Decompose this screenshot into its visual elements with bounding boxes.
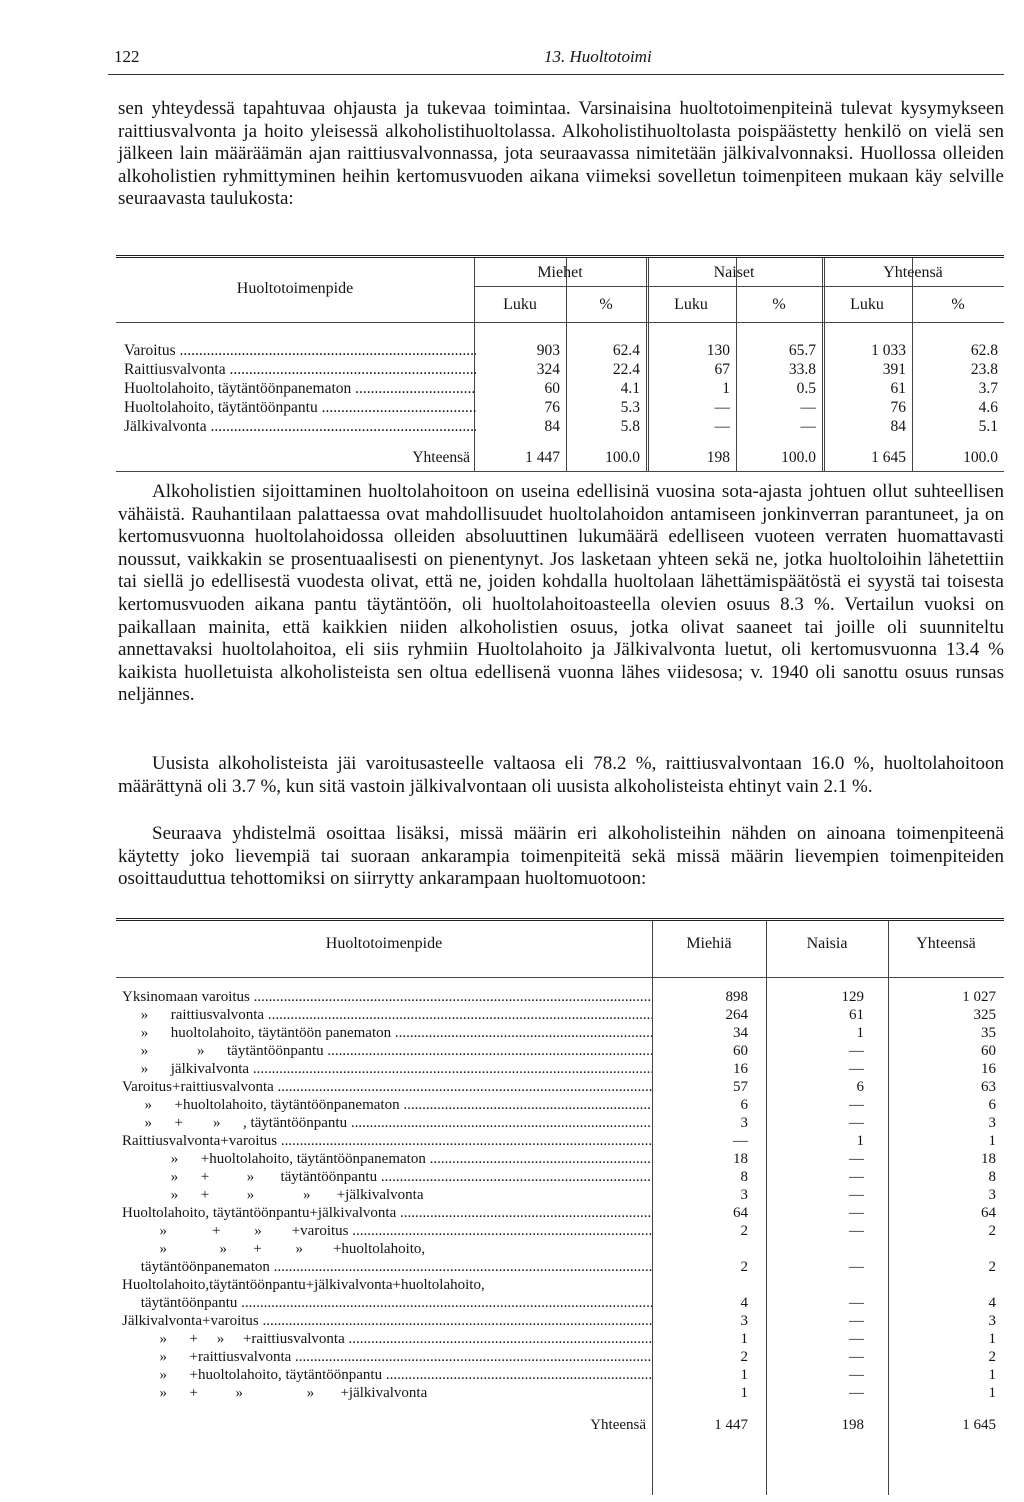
table-cell: 6 [740, 1097, 748, 1113]
table-cell: 60 [733, 1043, 748, 1059]
table-cell: 6 [856, 1079, 864, 1095]
table-cell: 1 [988, 1133, 996, 1149]
table-cell: — [849, 1169, 864, 1185]
table1-group-rule [474, 286, 1004, 287]
table-cell: 1 027 [962, 989, 996, 1005]
table-cell: 3.7 [978, 380, 998, 397]
table-cell: — [849, 1349, 864, 1365]
table-row-label: täytäntöönpanematon ..... [122, 1259, 652, 1276]
table-cell: 1 [988, 1385, 996, 1401]
table-row-label: » +huoltolahoito, täytäntöönpanematon ..... [122, 1151, 652, 1168]
table-cell: 198 [706, 449, 730, 466]
table-row-label: Raittiusvalvonta ..... [124, 361, 476, 379]
table-row-label: Huoltolahoito, täytäntöönpantu ..... [124, 399, 476, 417]
paragraph-new-alcoholics: Uusista alkoholisteista jäi varoitusasteelle valtaosa eli 78.2 %, raittiusvalvontaan 16.0 %, huoltolahoitoon määrättynä oli 3.7 %, kun sitä vastoin jälkivalvontaan oli uusista alkoholisteista ehtinyt vain 2.1 %. [118, 753, 1004, 797]
table2-total-label: Yhteensä [590, 1417, 646, 1433]
table1-group-women: Naiset [713, 264, 755, 281]
table-cell: 1 [740, 1331, 748, 1347]
table2-col-women: Naisia [806, 935, 848, 952]
table-cell: 198 [841, 1417, 864, 1433]
table-cell: 1 [856, 1025, 864, 1041]
table-row-label: » +huoltolahoito, täytäntöönpanematon ..... [122, 1097, 652, 1114]
table-row-label: » + » +varoitus ..... [122, 1223, 652, 1240]
table1-group-total: Yhteensä [883, 264, 943, 281]
table-row-label: Huoltolahoito,täytäntöönpantu+jälkivalvonta+huoltolahoito, [122, 1277, 485, 1293]
table-row-label: » +raittiusvalvonta ..... [122, 1349, 652, 1366]
table-row-label: täytäntöönpantu ..... [122, 1295, 652, 1312]
table-cell: 23.8 [970, 361, 998, 378]
table-cell: 3 [988, 1115, 996, 1131]
table-row [116, 1097, 1004, 1115]
table-row-label: » + » +raittiusvalvonta ..... [122, 1331, 652, 1348]
running-head [108, 47, 1004, 73]
table-row [116, 1187, 1004, 1205]
table-cell: 1 [988, 1367, 996, 1383]
table-cell: 2 [740, 1259, 748, 1275]
table-row [116, 1025, 1004, 1043]
table-cell: 2 [740, 1349, 748, 1365]
table1-total-label: Yhteensä [412, 449, 470, 466]
table-row-label: » + » » +jälkivalvonta [122, 1385, 428, 1401]
table-row [116, 989, 1004, 1007]
table-cell: — [849, 1097, 864, 1113]
table-cell: 64 [981, 1205, 996, 1221]
table-cell: 1 645 [962, 1417, 996, 1433]
table1-header-rule [116, 322, 1004, 323]
table-row-label: Huoltolahoito, täytäntöönpanematon ..... [124, 380, 476, 398]
table-row [116, 1241, 1004, 1259]
table-cell: 64 [733, 1205, 748, 1221]
table-cell: 18 [733, 1151, 748, 1167]
table-cell: — [849, 1295, 864, 1311]
table-row [116, 1331, 1004, 1349]
page-number: 122 [114, 47, 140, 66]
table-cell: 57 [733, 1079, 748, 1095]
table-measure-combinations [116, 918, 1004, 1495]
table-row [116, 1007, 1004, 1025]
table1-sub-pct: % [951, 296, 965, 313]
table-cell: 391 [882, 361, 906, 378]
table2-header-rule [116, 977, 1004, 978]
table-cell: 16 [733, 1061, 748, 1077]
table-cell: 60 [544, 380, 560, 397]
table-row-label: » + » , täytäntöönpantu ..... [122, 1115, 652, 1132]
table-cell: 1 [856, 1133, 864, 1149]
table-cell: — [849, 1259, 864, 1275]
table-row [116, 1385, 1004, 1403]
table-cell: 1 [722, 380, 730, 397]
table-row [116, 1133, 1004, 1151]
table-cell: — [733, 1133, 748, 1149]
table-cell: 1 [740, 1367, 748, 1383]
table-cell: 100.0 [781, 449, 816, 466]
table-cell: 324 [536, 361, 560, 378]
table-cell: 1 645 [871, 449, 906, 466]
table-cell: — [849, 1385, 864, 1401]
table-row-label: » jälkivalvonta ..... [122, 1061, 652, 1078]
table-cell: 3 [740, 1115, 748, 1131]
table-cell: 2 [988, 1223, 996, 1239]
table-row [116, 1169, 1004, 1187]
table-row-label: » raittiusvalvonta ..... [122, 1007, 652, 1024]
table-row [116, 1223, 1004, 1241]
table-cell: 3 [988, 1187, 996, 1203]
table-row [116, 1151, 1004, 1169]
table-row-label: » » + » +huoltolahoito, [122, 1241, 426, 1257]
table-row-label: Huoltolahoito, täytäntöönpantu+jälkivalvonta ..... [122, 1205, 652, 1222]
table-row [116, 1367, 1004, 1385]
table-row [116, 1313, 1004, 1331]
table-row [116, 1277, 1004, 1295]
table-cell: 61 [890, 380, 906, 397]
table-cell: — [800, 399, 816, 416]
table-measures-by-sex [116, 255, 1004, 472]
table-cell: 61 [849, 1007, 864, 1023]
section-title: 13. Huoltotoimi [544, 47, 652, 66]
table-cell: 5.1 [978, 418, 998, 435]
table-cell: 100.0 [605, 449, 640, 466]
table-cell: 84 [890, 418, 906, 435]
table1-sub-count: Luku [850, 296, 884, 313]
table-cell: 22.4 [612, 361, 640, 378]
table-cell: 1 [988, 1331, 996, 1347]
table-cell: — [849, 1151, 864, 1167]
table-cell: — [800, 418, 816, 435]
table-row-label: Yksinomaan varoitus ..... [122, 989, 652, 1006]
table2-col-men: Miehiä [686, 935, 732, 952]
table1-sub-count: Luku [503, 296, 537, 313]
table-cell: — [849, 1115, 864, 1131]
table-cell: 129 [841, 989, 864, 1005]
header-rule [108, 74, 1004, 75]
table-cell: 325 [973, 1007, 996, 1023]
table2-col-measure: Huoltotoimenpide [325, 935, 443, 952]
table-cell: 2 [988, 1349, 996, 1365]
table-cell: — [849, 1061, 864, 1077]
table-cell: 898 [725, 989, 748, 1005]
table-row-label: » huoltolahoito, täytäntöön panematon ..... [122, 1025, 652, 1042]
table-cell: 264 [725, 1007, 748, 1023]
table-cell: 130 [706, 342, 730, 359]
table-cell: 1 033 [871, 342, 906, 359]
table-cell: 65.7 [788, 342, 816, 359]
table-cell: 100.0 [963, 449, 998, 466]
table2-col-total: Yhteensä [916, 935, 976, 952]
table-row-label: » + » » +jälkivalvonta [122, 1187, 424, 1203]
table-cell: 18 [981, 1151, 996, 1167]
table1-sub-pct: % [599, 296, 613, 313]
table-cell: 62.4 [612, 342, 640, 359]
table-cell: 1 447 [525, 449, 560, 466]
table-cell: 4.1 [620, 380, 640, 397]
table-row [116, 1061, 1004, 1079]
table-cell: — [714, 399, 730, 416]
table-row [116, 1259, 1004, 1277]
table-row-label: » + » täytäntöönpantu ..... [122, 1169, 652, 1186]
table1-group-men: Miehet [537, 264, 583, 281]
table-total-row [116, 1417, 1004, 1435]
table-cell: 63 [981, 1079, 996, 1095]
table-cell: 76 [890, 399, 906, 416]
table-cell: — [849, 1043, 864, 1059]
table-cell: 4.6 [978, 399, 998, 416]
table-cell: — [849, 1313, 864, 1329]
table-cell: 62.8 [970, 342, 998, 359]
table-cell: 6 [988, 1097, 996, 1113]
table-cell: — [849, 1331, 864, 1347]
table-cell: — [849, 1367, 864, 1383]
table-cell: 33.8 [788, 361, 816, 378]
table-cell: 1 447 [714, 1417, 748, 1433]
paragraph-intro: sen yhteydessä tapahtuvaa ohjausta ja tukevaa toimintaa. Varsinaisina huoltotoimenpiteinä tulevat kysymykseen raittiusvalvonta ja hoito yleisessä alkoholistihuoltolassa. Alkoholistihuoltolasta poispäästetty henkilö on vielä sen jälkeen lain määräämän ajan raittiusvalvonnassa, jota seuraavassa nimitetään jälkivalvonnaksi. Huollossa olleiden alkoholistien ryhmittyminen heihin kertomusvuoden aikana viimeksi sovelletun toimenpiteen mukaan käy selville seuraavasta taulukosta: [118, 98, 1004, 210]
table-cell: 8 [740, 1169, 748, 1185]
table-cell: 4 [988, 1295, 996, 1311]
table-cell: 2 [988, 1259, 996, 1275]
table-cell: 3 [988, 1313, 996, 1329]
table-row [116, 1349, 1004, 1367]
table-cell: 5.8 [620, 418, 640, 435]
table1-col-measure: Huoltotoimenpide [236, 280, 354, 297]
table-row-label: Jälkivalvonta ..... [124, 418, 476, 436]
table-cell: 0.5 [796, 380, 816, 397]
table-cell: 903 [536, 342, 560, 359]
table-row-label: Raittiusvalvonta+varoitus ..... [122, 1133, 652, 1150]
table-row-label: Varoitus+raittiusvalvonta ..... [122, 1079, 652, 1096]
table-cell: 76 [544, 399, 560, 416]
table-cell: 16 [981, 1061, 996, 1077]
table-row [116, 1043, 1004, 1061]
table-cell: — [849, 1205, 864, 1221]
table-row-label: » » täytäntöönpantu ..... [122, 1043, 652, 1060]
table-cell: 60 [981, 1043, 996, 1059]
table-cell: 1 [740, 1385, 748, 1401]
table-row [116, 1205, 1004, 1223]
table-cell: 3 [740, 1187, 748, 1203]
table-row [116, 1295, 1004, 1313]
table-row-label: Varoitus ..... [124, 342, 476, 360]
table-cell: — [714, 418, 730, 435]
table-cell: 8 [988, 1169, 996, 1185]
table-cell: 35 [981, 1025, 996, 1041]
table-cell: 4 [740, 1295, 748, 1311]
table-cell: — [849, 1223, 864, 1239]
table-cell: 2 [740, 1223, 748, 1239]
table-row-label: » +huoltolahoito, täytäntöönpantu ..... [122, 1367, 652, 1384]
table-cell: 67 [714, 361, 730, 378]
table-row [116, 1115, 1004, 1133]
table-row-label: Jälkivalvonta+varoitus ..... [122, 1313, 652, 1330]
table-cell: 5.3 [620, 399, 640, 416]
table1-sub-pct: % [772, 296, 786, 313]
table-cell: 34 [733, 1025, 748, 1041]
table-cell: 3 [740, 1313, 748, 1329]
table-cell: — [849, 1187, 864, 1203]
table-cell: 84 [544, 418, 560, 435]
paragraph-summary-intro: Seuraava yhdistelmä osoittaa lisäksi, missä määrin eri alkoholisteihin nähden on ainoana toimenpiteenä käytetty joko lievempiä tai suoraan ankarampia toimenpiteitä sekä missä määrin lievempien toimenpiteiden osoittauduttua tehottomiksi on siirrytty ankarampaan huoltomuotoon: [118, 823, 1004, 890]
table-row [116, 1079, 1004, 1097]
table1-sub-count: Luku [674, 296, 708, 313]
paragraph-placement: Alkoholistien sijoittaminen huoltolahoitoon on useina edellisinä vuosina sota-ajasta johtuen ollut suhteellisen vähäistä. Rauhantilaan palattaessa ovat mahdollisuudet huoltolahoidon antamiseen jonkinverran parantuneet, ja on kertomusvuonna huoltolahoidossa olleiden absoluuttinen lukumäärä edelliseen vuoteen verraten huomattavasti noussut, vaikkakin se prosentuaalisesti on pienentynyt. Jos lasketaan yhteen sekä ne, jotka huoltoloihin lähetettiin tai siellä jo edellisestä vuodesta olivat, että ne, joiden kohdalla huoltolaan lähettämispäätöstä ei syystä tai toisesta kertomusvuoden aikana pantu täytäntöön, oli huoltolahoitoasteella olevien osuus 8.3 %. Vertailun vuoksi on paikallaan mainita, että kaikkien niiden alkoholistien osuus, jotka olivat saaneet tai joille oli suunniteltu annettavaksi huoltolahoitoa, eli siis ryhmiin Huoltolahoito ja Jälkivalvonta luetut, oli kertomusvuonna 13.4 % kaikista huolletuista alkoholisteista sen oltua edellisenä vuonna lähes viidesosa; v. 1940 oli sanottu osuus runsas neljännes. [118, 481, 1004, 706]
